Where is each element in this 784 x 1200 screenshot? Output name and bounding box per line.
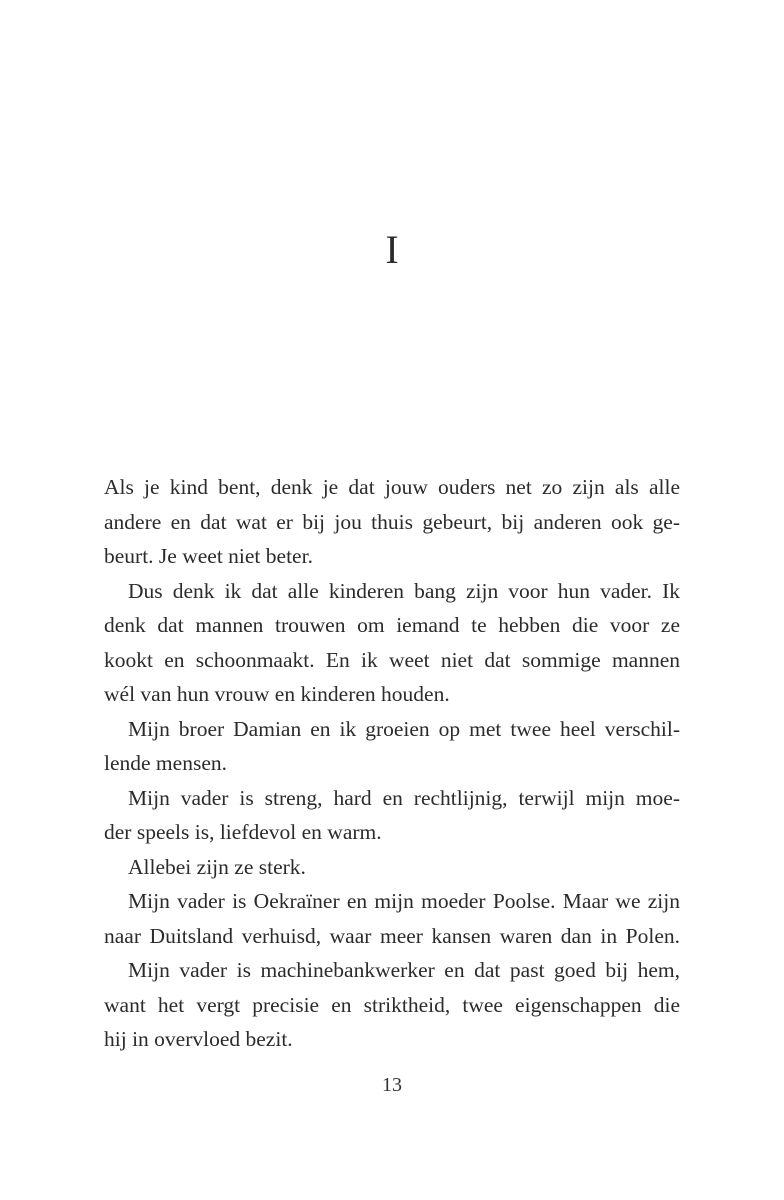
text-line: wél van hun vrouw en kinderen houden.: [104, 682, 450, 706]
body-text: [104, 470, 680, 1057]
text-line: denk dat mannen trouwen om iemand te hebben die voor ze: [104, 613, 680, 637]
text-line: Dus denk ik dat alle kinderen bang zijn voor hun vader. Ik: [128, 578, 680, 603]
text-line: Mijn vader is streng, hard en rechtlijnig, terwijl mijn moe-: [128, 785, 680, 810]
text-line: hij in overvloed bezit.: [104, 1027, 293, 1051]
paragraph: [104, 884, 680, 953]
text-line: Mijn vader is machinebankwerker en dat past goed bij hem,: [128, 958, 680, 982]
text-line: naar Duitsland verhuisd, waar meer kansen waren dan in Polen.: [104, 923, 680, 948]
text-line: lende mensen.: [104, 751, 227, 775]
text-line: Mijn broer Damian en ik groeien op met twee heel verschil-: [128, 716, 680, 741]
text-line: Mijn vader is Oekraïner en mijn moeder Poolse. Maar we zijn: [128, 889, 680, 913]
text-line: kookt en schoonmaakt. En ik weet niet dat sommige mannen: [104, 647, 680, 672]
text-line: want het vergt precisie en striktheid, twee eigenschappen die: [104, 992, 680, 1017]
text-line: andere en dat wat er bij jou thuis gebeurt, bij anderen ook ge-: [104, 509, 680, 534]
paragraph: [104, 470, 680, 574]
chapter-number: I: [385, 227, 399, 272]
page-number: 13: [382, 1074, 402, 1096]
paragraph: [104, 574, 680, 712]
paragraph: [104, 712, 680, 781]
text-line: der speels is, liefdevol en warm.: [104, 820, 382, 844]
text-line: Als je kind bent, denk je dat jouw ouders net zo zijn als alle: [104, 475, 680, 499]
paragraph: [104, 781, 680, 850]
text-line: beurt. Je weet niet beter.: [104, 544, 313, 568]
text-line: Allebei zijn ze sterk.: [128, 854, 306, 879]
paragraph: [104, 953, 680, 1057]
paragraph: [104, 850, 680, 885]
